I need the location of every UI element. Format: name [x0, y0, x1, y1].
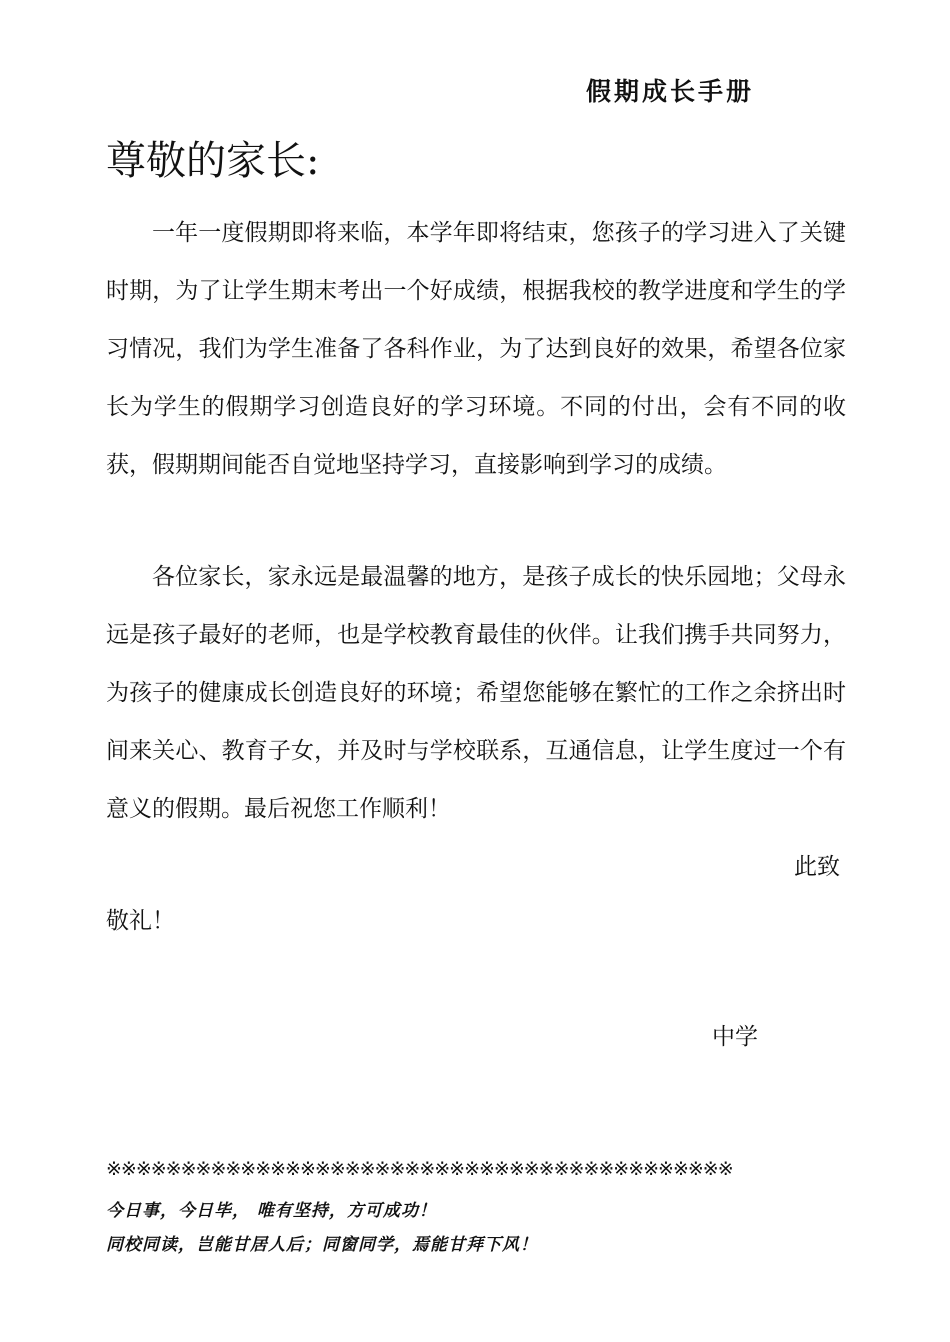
handbook-title: 假期成长手册 [586, 77, 755, 106]
closing-salute: 敬礼！ [106, 908, 175, 934]
footer-divider: ※※※※※※※※※※※※※※※※※※※※※※※※※※※※※※※※※※※※※※※※※※ [106, 1158, 733, 1180]
letter-salutation: 尊敬的家长: [106, 138, 320, 184]
footer-motto-2: 同校同读，岂能甘居人后；同窗同学，焉能甘拜下风！ [106, 1235, 538, 1255]
footer-motto-1: 今日事，今日毕， 唯有坚持，方可成功！ [106, 1201, 437, 1221]
letter-paragraph-2: 各位家长，家永远是最温馨的地方，是孩子成长的快乐园地；父母永远是孩子最好的老师，也是学校教育最佳的伙伴。让我们携手共同努力，为孩子的健康成长创造良好的环境；希望您能够在繁忙的工作之余挤出时间来关心、教育子女，并及时与学校联系，互通信息，让学生度过一个有意义的假期。最后祝您工作顺利！ [106, 564, 846, 822]
school-signature: 中学 [712, 1024, 758, 1050]
letter-paragraph-1: 一年一度假期即将来临，本学年即将结束，您孩子的学习进入了关键时期，为了让学生期末考出一个好成绩，根据我校的教学进度和学生的学习情况，我们为学生准备了各科作业，为了达到良好的效果，希望各位家长为学生的假期学习创造良好的学习环境。不同的付出，会有不同的收获，假期期间能否自觉地坚持学习，直接影响到学习的成绩。 [106, 220, 846, 478]
closing-greeting: 此致 [794, 854, 840, 880]
